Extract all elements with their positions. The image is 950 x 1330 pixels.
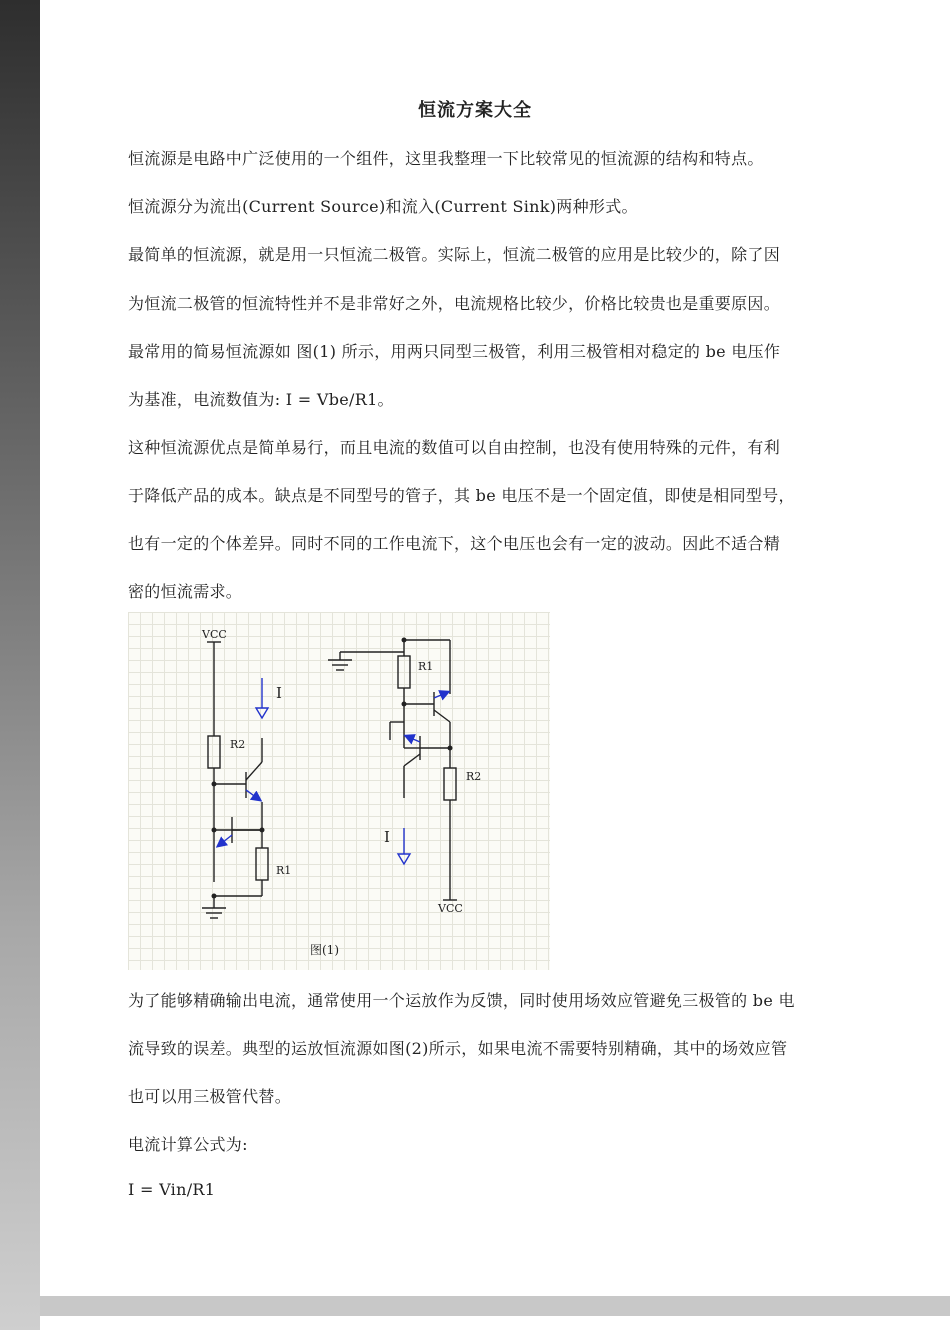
bottom-decorative-bar [40, 1296, 950, 1316]
paragraph-line: 为基准，电流数值为: I = Vbe/R1。 [128, 390, 394, 409]
r2-label-right: R2 [466, 770, 482, 783]
paragraph-line: 为了能够精确输出电流，通常使用一个运放作为反馈，同时使用场效应管避免三极管的 be 电 [128, 991, 795, 1010]
current-label-right: I [384, 828, 390, 846]
paragraph-line: 电流计算公式为: [128, 1135, 248, 1154]
paragraph-line: 这种恒流源优点是简单易行，而且电流的数值可以自由控制，也没有使用特殊的元件，有利 [128, 438, 781, 457]
paragraph-line: 也有一定的个体差异。同时不同的工作电流下，这个电压也会有一定的波动。因此不适合精 [128, 534, 781, 553]
vcc-label-right: VCC [438, 902, 463, 915]
left-decorative-bar [0, 0, 40, 1330]
circuit-diagram [128, 612, 550, 970]
paragraph-line: 密的恒流需求。 [128, 582, 243, 601]
paragraph-line: 也可以用三极管代替。 [128, 1087, 292, 1106]
document-title: 恒流方案大全 [418, 100, 532, 121]
r1-label-right: R1 [418, 660, 434, 673]
paragraph-line: 最简单的恒流源，就是用一只恒流二极管。实际上，恒流二极管的应用是比较少的，除了因 [128, 245, 781, 264]
r1-label-left: R1 [276, 864, 292, 877]
circuit-figure [128, 612, 550, 970]
paragraph-line: 恒流源是电路中广泛使用的一个组件，这里我整理一下比较常见的恒流源的结构和特点。 [128, 149, 764, 168]
vcc-label-left: VCC [202, 628, 227, 641]
paragraph-line: 最常用的简易恒流源如 图(1) 所示，用两只同型三极管，利用三极管相对稳定的 be 电压作 [128, 342, 781, 361]
paragraph-line: 于降低产品的成本。缺点是不同型号的管子，其 be 电压不是一个固定值，即使是相同型号， [128, 486, 795, 505]
r2-label-left: R2 [230, 738, 246, 751]
paragraph-line: 流导致的误差。典型的运放恒流源如图(2)所示，如果电流不需要特别精确，其中的场效应管 [128, 1039, 788, 1058]
figure-caption: 图(1) [310, 943, 339, 957]
current-label-left: I [276, 684, 282, 702]
formula-line: I = Vin/R1 [128, 1180, 216, 1199]
paragraph-line: 为恒流二极管的恒流特性并不是非常好之外，电流规格比较少，价格比较贵也是重要原因。 [128, 294, 781, 313]
paragraph-line: 恒流源分为流出(Current Source)和流入(Current Sink)两种形式。 [128, 197, 638, 216]
bottom-strip [40, 1316, 950, 1330]
